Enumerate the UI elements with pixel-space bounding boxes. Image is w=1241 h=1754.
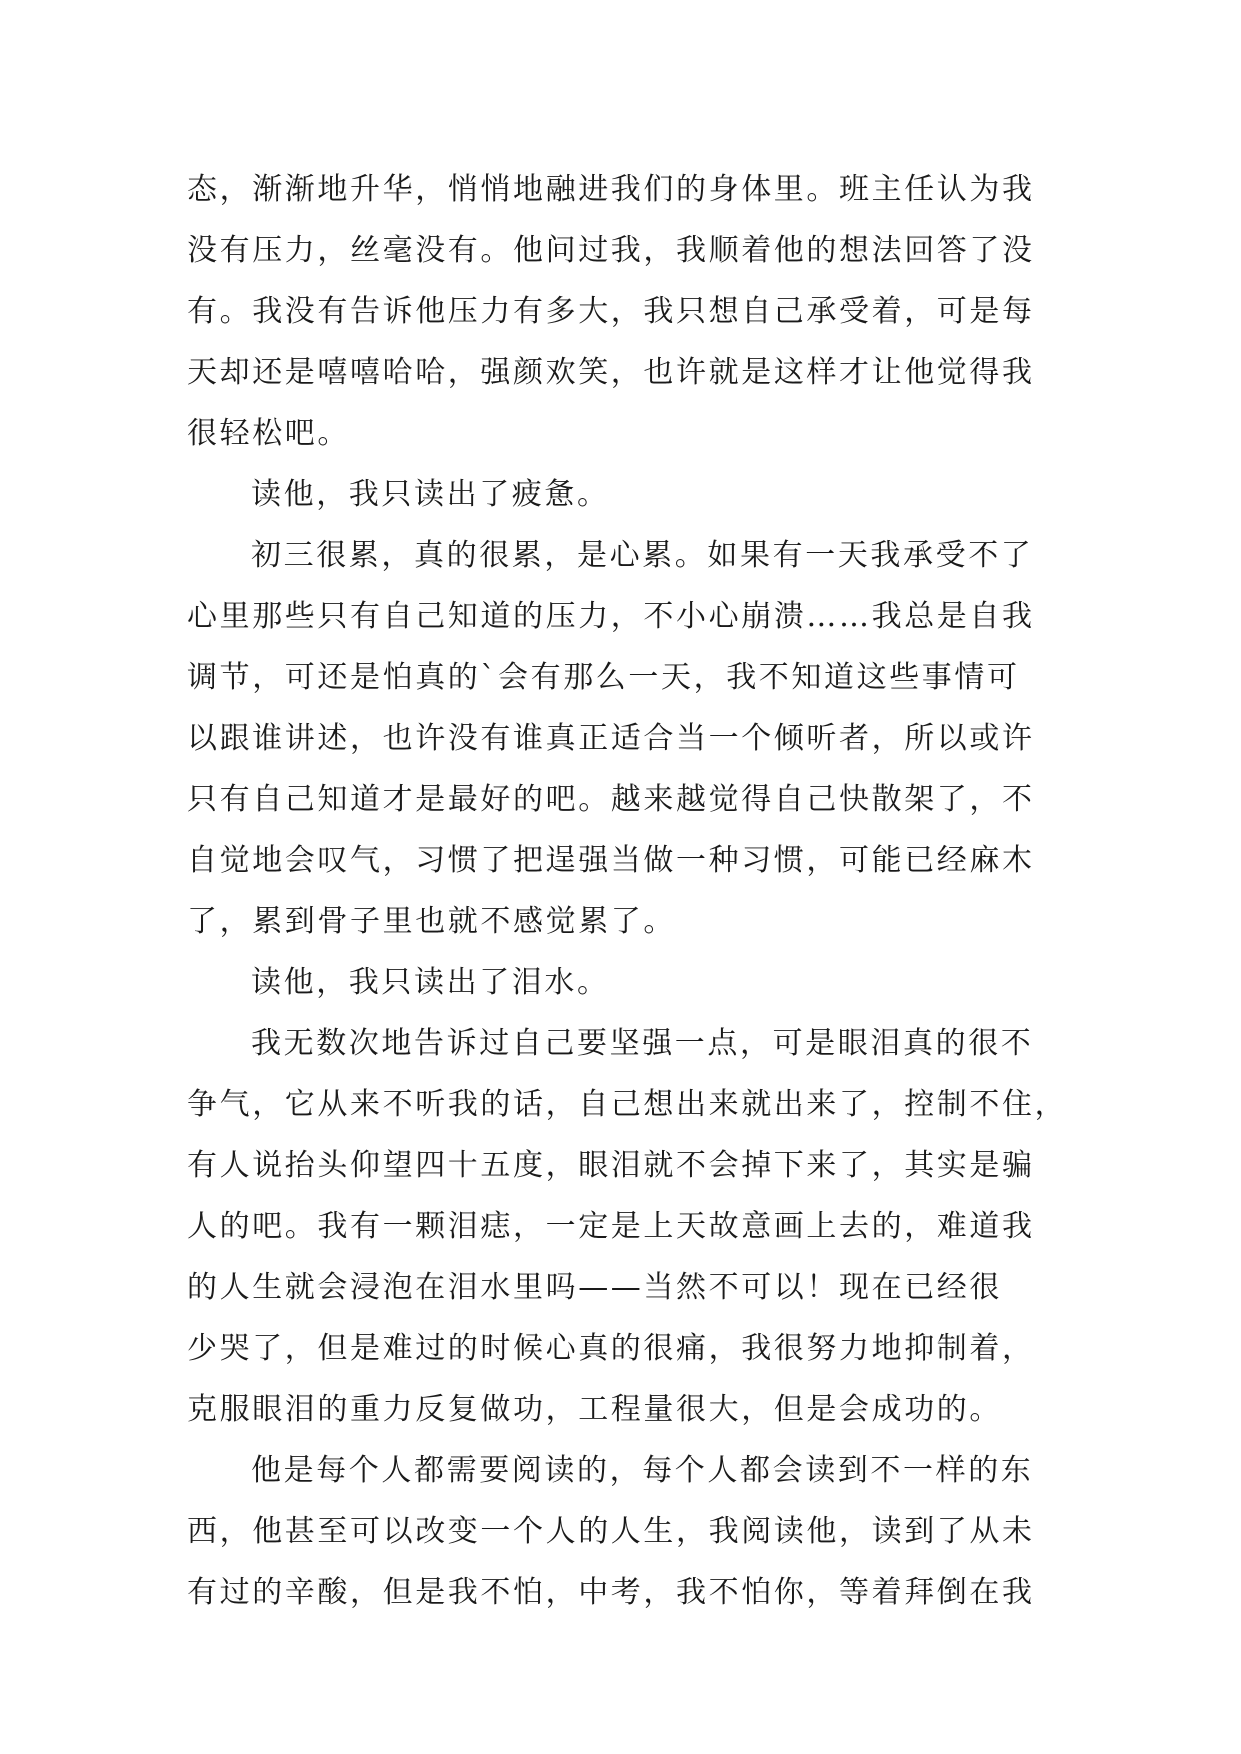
text-line: 有。我没有告诉他压力有多大，我只想自己承受着，可是每 xyxy=(187,294,1035,329)
text-line: 的人生就会浸泡在泪水里吗——当然不可以！现在已经很 xyxy=(187,1270,1002,1305)
text-line: 以跟谁讲述，也许没有谁真正适合当一个倾听者，所以或许 xyxy=(187,721,1035,756)
text-line: 了，累到骨子里也就不感觉累了。 xyxy=(187,904,676,939)
text-line: 天却还是嘻嘻哈哈，强颜欢笑，也许就是这样才让他觉得我 xyxy=(187,355,1035,390)
text-line: 他是每个人都需要阅读的，每个人都会读到不一样的东 xyxy=(251,1453,1034,1488)
text-line: 克服眼泪的重力反复做功，工程量很大，但是会成功的。 xyxy=(187,1392,1002,1427)
text-line: 没有压力，丝毫没有。他问过我，我顺着他的想法回答了没 xyxy=(187,233,1035,268)
text-line: 态，渐渐地升华，悄悄地融进我们的身体里。班主任认为我 xyxy=(187,172,1035,207)
text-line: 读他，我只读出了泪水。 xyxy=(251,965,610,1000)
text-line: 少哭了，但是难过的时候心真的很痛，我很努力地抑制着， xyxy=(187,1331,1035,1366)
text-line: 只有自己知道才是最好的吧。越来越觉得自己快散架了，不 xyxy=(187,782,1035,817)
text-line: 争气，它从来不听我的话，自己想出来就出来了，控制不住， xyxy=(187,1087,1068,1122)
text-line: 人的吧。我有一颗泪痣，一定是上天故意画上去的，难道我 xyxy=(187,1209,1035,1244)
text-line: 有过的辛酸，但是我不怕，中考，我不怕你，等着拜倒在我 xyxy=(187,1575,1035,1610)
text-line: 自觉地会叹气，习惯了把逞强当做一种习惯，可能已经麻木 xyxy=(187,843,1035,878)
text-line: 有人说抬头仰望四十五度，眼泪就不会掉下来了，其实是骗 xyxy=(187,1148,1035,1183)
text-line: 调节，可还是怕真的`会有那么一天，我不知道这些事情可 xyxy=(187,660,1020,695)
body-text xyxy=(187,159,1068,1623)
text-line: 很轻松吧。 xyxy=(187,416,350,451)
text-line: 西，他甚至可以改变一个人的人生，我阅读他，读到了从未 xyxy=(187,1514,1035,1549)
text-line: 初三很累，真的很累，是心累。如果有一天我承受不了 xyxy=(251,538,1034,573)
text-line: 我无数次地告诉过自己要坚强一点，可是眼泪真的很不 xyxy=(251,1026,1034,1061)
text-line: 心里那些只有自己知道的压力，不小心崩溃……我总是自我 xyxy=(187,599,1035,634)
text-line: 读他，我只读出了疲惫。 xyxy=(251,477,610,512)
